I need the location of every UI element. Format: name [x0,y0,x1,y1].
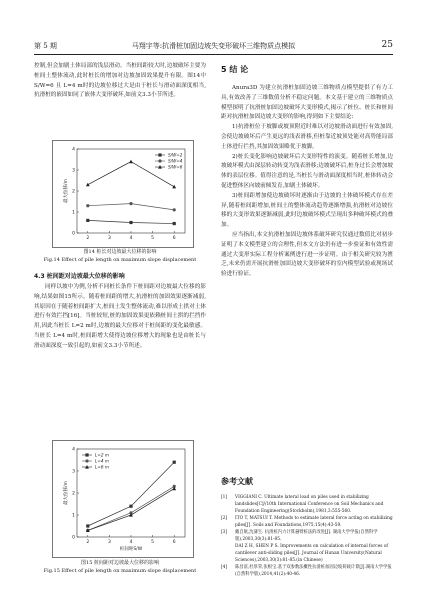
y-tick-label: 1 [72,210,75,216]
reference-item [221,494,393,515]
reference-number: [1] [221,495,228,500]
data-point [158,159,161,162]
left-para-1 [34,62,206,101]
x-axis-label: 桩间距S/W [119,547,143,552]
reference-item [221,564,393,578]
y-tick-label: 0 [72,231,75,237]
reference-number: [4] [221,565,228,570]
data-point [86,524,89,527]
series-line [88,486,174,530]
legend-label: L=6 m [95,464,109,470]
page-number: 25 [381,40,393,50]
reference-text: 陈昌富,杜厚荣,张根宝.基于双参数法概性抗滑桩加固边坡荷载计算[J].湖南大学学报(自然科学版),2014,41(2):40-46. [235,565,392,577]
paragraph: 同样以坡中为例,分析不同桩长条件下桩间距对边坡最大位移的影响,结果如图15所示。随着桩间距的增大,抗滑桩的加固效果逐渐减弱,其原因在于随着桩间距扩大,桩间土发生整体流动,难以形成土拱对土体进行有效拦挡[16]。当桩较短,桩的加固效果更依赖桩间土拱的拦挡作用,因此当桩长 L=2 m时,边坡的最大位移对于桩间距的变化最敏感。当桩长 L=4 m时,桩间距增大使得边坡位移增大的现象也是由桩长与滑动面深度一致引起的,如前文3.3小节所述。 [34,284,206,349]
figure-15-chart [53,441,193,557]
data-point [86,204,89,207]
y-tick-label: 3 [72,168,75,174]
data-point [86,219,89,222]
subsection-4-3: 4.3 桩间距对边坡最大位移的影响 [34,273,125,280]
conclusion-2: 2)桩长变化影响边坡破坏后大变形特性的演变。随着桩长增加,边坡破坏模式由深层转动转变为浅表滑移;边坡破坏后,桩身过长会增加坡体的表层位移。值得注意的是,当桩长与滑动面深度相当时,桩体转动会促进整体区向坡前倾发育,加剧土体破坏。 [221,153,393,189]
reference-item [221,543,393,564]
x-tick-label: 2 [86,236,90,241]
references-heading: 参考文献 [221,477,253,486]
x-tick-label: 5 [151,540,155,545]
x-tick-label: 5 [151,236,155,241]
issue-label: 第 5 期 [34,42,57,50]
data-point [172,185,176,189]
reference-number [221,543,235,564]
y-axis-label: 最大位移/m [64,481,69,505]
figure-15-caption-zh: 图15 桩间距对边坡最大位移的影响 [81,560,159,566]
reference-item [221,529,393,543]
paragraph: 应当指出,本文抗滑桩加固边坡体系破坏研究仅通过数值比对初步证明了本文模型建立的合理性,但本文方法仍有进一步验证和有效性需通过大变形实际工程分析案例进行进一步证明。由于相关研究较为匮乏,未来仍需开展抗滑桩加固边坡大变形破坏的室内模型试验或现场试验进行验证。 [221,231,393,278]
right-body [221,84,393,280]
y-tick-label: 2 [72,491,75,497]
left-para-2 [34,283,206,352]
y-tick-label: 3 [72,469,75,475]
paragraph: Anura3D 为建立抗滑桩加固边坡三维物质点模型提供了有力工具,有效改善了三维数值分析不稳定问题。本文基于建立的三维物质点模型探明了抗滑桩加固边坡破坏大变形模式,揭示了桩位、桩长和桩间距对抗滑桩加固边坡大变形的影响,得到如下主要结论: [221,85,393,121]
reference-text: VIGGIANI C. Ultimate lateral load on piles used in stabilizing landslides[C]//10th International Conference on Soil Mechanics and Foundation Engineering(Stockholm),1981,3:555-560. [235,495,384,514]
data-point [158,153,161,156]
y-axis-label: 最大位移/m [64,179,69,203]
x-tick-label: 6 [172,540,176,545]
x-tick-label: 6 [172,236,176,241]
y-tick-label: 1 [72,513,75,519]
reference-number: [2] [221,516,228,521]
data-point [173,461,176,464]
legend-label: L=4 m [95,458,109,464]
data-point [129,221,132,224]
page-header [34,40,393,55]
section-5-heading: 5 结 论 [221,65,249,74]
figure-14-chart [53,141,193,247]
conclusion-1: 1)抗滑桩位于坡脚或坡顶附近时难以对边坡滑动面进行有效加固,会使边坡破坏后产生更远的浅表滑移,但桩靠近坡顶处能对高势能局部土体进行拦挡,其加固效果略优于坡脚。 [221,124,393,150]
y-tick-label: 2 [72,189,75,195]
legend-label: S/W=6 [168,164,183,170]
x-tick-label: 3 [107,540,111,545]
data-point [173,222,176,225]
figure-15-caption-en: Fig.15 Effect of pile length on maximum slope displacement [43,568,197,574]
x-tick-label: 4 [129,540,133,545]
series-line [88,162,174,187]
reference-text: DAI Z H, SHEN P S. Improvements on calculation of internal forces of cantilever anti-sliding piles[J]. Journal of Hunan University(Natural Sciences),2003,30(3):81-85.(in Chinese) [235,544,388,563]
running-title: 马翔宇等:抗滑桩加固边坡失变形破坏三维物质点模拟 [131,42,296,50]
y-tick-label: 0 [72,535,75,541]
series-line [88,489,174,531]
data-point [85,459,88,462]
reference-list [221,494,393,578]
y-tick-label: 4 [72,147,75,153]
reference-number: [3] [221,530,228,535]
data-point [129,505,132,508]
figure-14-caption-zh: 图14 桩长对边坡最大位移的影响 [83,249,157,255]
reference-item [221,515,393,529]
x-tick-label: 3 [107,236,111,241]
data-point [129,160,133,164]
data-point [86,183,90,187]
y-tick-label: 4 [72,447,75,453]
legend-label: S/W=2 [168,152,183,158]
legend-label: L=2 m [95,452,109,458]
figure-14 [52,140,194,248]
data-point [129,202,132,205]
figure-14-caption-en: Fig.14 Effect of pile length on maximum slope displacement [43,257,197,263]
x-tick-label: 4 [129,236,133,241]
data-point [173,208,176,211]
legend-label: S/W=4 [168,158,183,164]
data-point [85,453,88,456]
paragraph: 控制,但会加剧土体局部的浅层滑动。当桩间距较大时,边坡破坏主要为桩间土整体流动,此时桩长的增加对边坡加固效果提升有限。图14中 S/W=6 且 L=4 m时的边坡位移过大是由于桩长与滑动面深度相当,抗滑桩的嵌固如同了嵌体大变形破坏,如前文3.3小节所述。 [34,63,206,99]
reference-text: 戴自航,沈蒲生. 抗滑桩内力计算悬臂桩法的改进[J]. 湖南大学学报(自然科学版),2003,30(3):81-85. [235,530,378,542]
x-tick-label: 2 [86,540,90,545]
conclusion-3: 3)桩间距增加使边坡破坏时逐渐由于边坡的土体破坏模式存在差异,随着桩间距增加,桩间土的整体流动趋势逐渐增强,抗滑桩对边坡位移的大变形效果逐渐减弱,此时边坡破坏模式呈现出多种破坏模式的叠加。 [221,192,393,229]
reference-text: ITO T, MATSUI T. Methods to estimate lateral force acting on stabilizing piles[J]. Soils and Foundations,1975,15(4):43-59. [235,516,393,528]
figure-15 [52,440,194,558]
